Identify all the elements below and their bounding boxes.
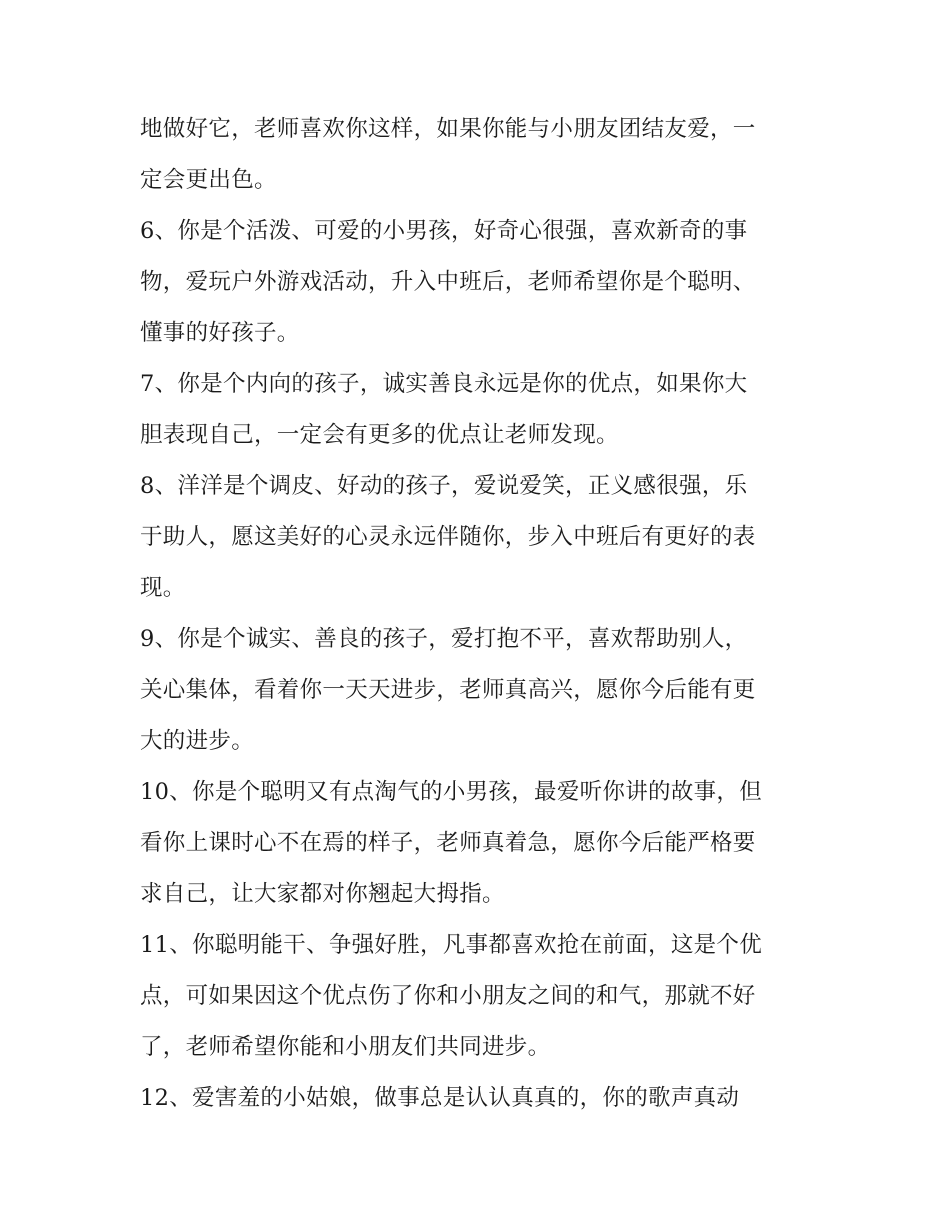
text-line: 点，可如果因这个优点伤了你和小朋友之间的和气，那就不好	[140, 983, 756, 1009]
text-line: 懂事的好孩子。	[140, 320, 300, 346]
text-line: 胆表现自己，一定会有更多的优点让老师发现。	[140, 422, 619, 448]
text-line: 10、你是个聪明又有点淘气的小男孩，最爱听你讲的故事，但	[140, 779, 763, 805]
text-line: 关心集体，看着你一天天进步，老师真高兴，愿你今后能有更	[140, 677, 756, 703]
text-line: 现。	[140, 575, 186, 601]
text-line: 7、你是个内向的孩子，诚实善良永远是你的优点，如果你大	[140, 371, 748, 397]
document-body	[140, 104, 820, 1124]
text-line: 大的进步。	[140, 728, 255, 754]
text-line: 6、你是个活泼、可爱的小男孩，好奇心很强，喜欢新奇的事	[140, 218, 748, 244]
text-line: 地做好它，老师喜欢你这样，如果你能与小朋友团结友爱，一	[140, 116, 756, 142]
text-line: 看你上课时心不在焉的样子，老师真着急，愿你今后能严格要	[140, 830, 756, 856]
text-line: 于助人，愿这美好的心灵永远伴随你，步入中班后有更好的表	[140, 524, 756, 550]
text-line: 12、爱害羞的小姑娘，做事总是认认真真的，你的歌声真动	[140, 1085, 740, 1111]
text-line: 定会更出色。	[140, 167, 277, 193]
text-line: 8、洋洋是个调皮、好动的孩子，爱说爱笑，正义感很强，乐	[140, 473, 748, 499]
text-line: 求自己，让大家都对你翘起大拇指。	[140, 881, 505, 907]
text-line: 9、你是个诚实、善良的孩子，爱打抱不平，喜欢帮助别人，	[140, 626, 748, 652]
text-line: 11、你聪明能干、争强好胜，凡事都喜欢抢在前面，这是个优	[140, 932, 763, 958]
text-line: 物，爱玩户外游戏活动，升入中班后，老师希望你是个聪明、	[140, 269, 756, 295]
text-line: 了，老师希望你能和小朋友们共同进步。	[140, 1034, 551, 1060]
